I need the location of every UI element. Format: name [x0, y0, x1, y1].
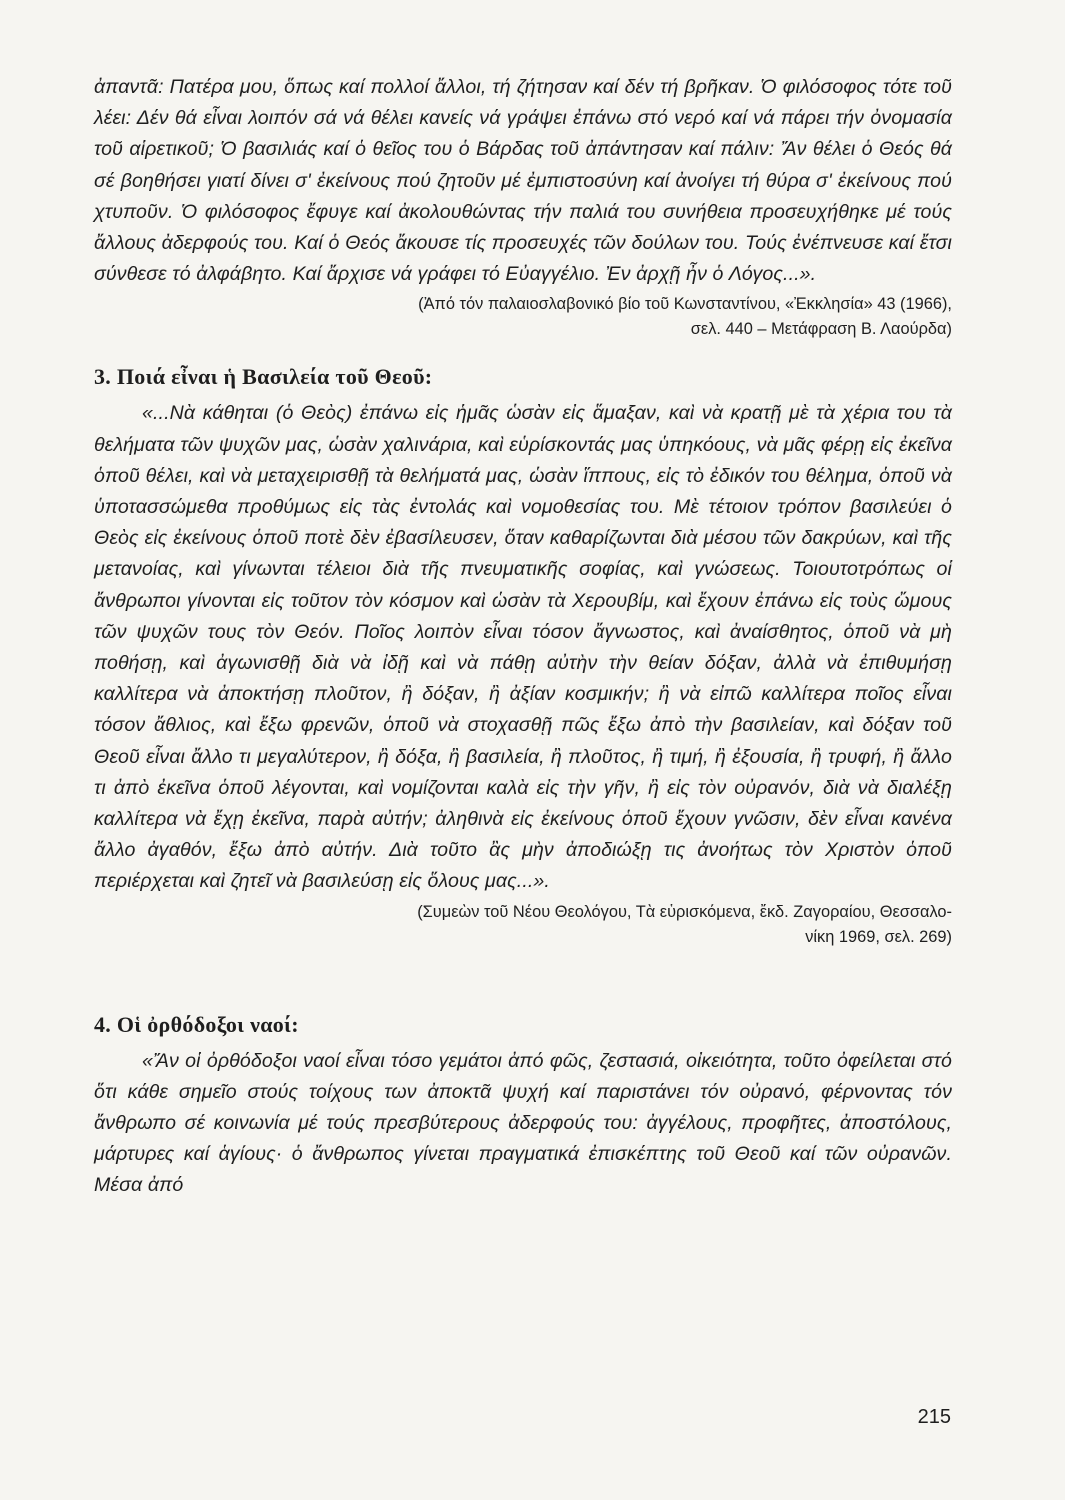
- page-number: 215: [917, 1406, 951, 1428]
- section-3-heading: 3. Ποιά εἶναι ἡ Βασιλεία τοῦ Θεοῦ:: [94, 364, 433, 390]
- intro-source-line-1: (Ἀπό τόν παλαιοσλαβονικό βίο τοῦ Κωνσταντίνου, «Ἐκκλησία» 43 (1966),: [418, 295, 952, 314]
- document-page: [94, 72, 952, 1472]
- section-4-paragraph: «Ἄν οἱ ὀρθόδοξοι ναοί εἶναι τόσο γεμάτοι ἀπό φῶς, ζεστασιά, οἰκειότητα, τοῦτο ὀφείλεται στό ὅτι κάθε σημεῖο στούς τοίχους των ἀποκτᾶ ψυχή καί παριστάνει τόν οὐρανό, φέρνοντας τόν ἄνθρωπο σέ κοινωνία μέ τούς πρεσβύτερους ἀδερφούς του: ἀγγέλους, προφῆτες, ἀποστόλους, μάρτυρες καί ἁγίους· ὁ ἄνθρωπος γίνεται πραγματικά ἐπισκέπτης τοῦ Θεοῦ καί τῶν οὐρανῶν. Μέσα ἀπό: [94, 1049, 952, 1197]
- intro-source-citation: [94, 292, 952, 342]
- section-3-source-line-2: νίκη 1969, σελ. 269): [805, 927, 952, 946]
- intro-paragraph: ἀπαντᾶ: Πατέρα μου, ὅπως καί πολλοί ἄλλοι, τή ζήτησαν καί δέν τή βρῆκαν. Ὁ φιλόσοφος τότε τοῦ λέει: Δέν θά εἶναι λοιπόν σά νά θέλει κανείς νά γράψει ἐπάνω στό νερό καί νά πάρει τήν ὀνομασία τοῦ αἱρετικοῦ; Ὁ βασιλιάς καί ὁ θεῖος του ὁ Βάρδας τοῦ ἀπάντησαν καί πάλιν: Ἄν θέλει ὁ Θεός θά σέ βοηθήσει γιατί δίνει σ' ἐκείνους πού ζητοῦν μέ ἐμπιστοσύνη καί ἀνοίγει τή θύρα σ' ἐκείνους πού χτυποῦν. Ὁ φιλόσοφος ἔφυγε καί ἀκολουθώντας τήν παλιά του συνήθεια προσευχήθηκε μέ τούς ἄλλους ἀδερφούς του. Καί ὁ Θεός ἄκουσε τίς προσευχές τῶν δούλων του. Τούς ἐνέπνευσε καί ἔτσι σύνθεσε τό ἀλφάβητο. Καί ἄρχισε νά γράφει τό Εὐαγγέλιο. Ἐν ἀρχῇ ἦν ὁ Λόγος...».: [94, 76, 952, 286]
- section-3-source-line-1: (Συμεὼν τοῦ Νέου Θεολόγου, Τὰ εὑρισκόμενα, ἔκδ. Ζαγοραίου, Θεσσαλο-: [417, 902, 952, 921]
- section-3-paragraph: «...Νὰ κάθηται (ὁ Θεὸς) ἐπάνω εἰς ἡμᾶς ὡσὰν εἰς ἅμαξαν, καὶ νὰ κρατῇ μὲ τὰ χέρια του τὰ θελήματα τῶν ψυχῶν μας, ὡσὰν χαλινάρια, καὶ εὑρίσκοντάς μας ὑπηκόους, νὰ μᾶς φέρῃ εἰς ἐκεῖνα ὁποῦ θέλει, καὶ νὰ μεταχειρισθῇ τὰ θελήματά μας, ὡσὰν ἵππους, εἰς τὸ ἐδικόν του θέλημα, ὁποῦ νὰ ὑποτασσώμεθα προθύμως εἰς τὰς ἐντολάς καὶ νομοθεσίας του. Μὲ τέτοιον τρόπον βασιλεύει ὁ Θεὸς εἰς ἐκείνους ὁποῦ ποτὲ δὲν ἐβασίλευσεν, ὅταν καθαρίζωνται διὰ μέσου τῶν δακρύων, καὶ τῆς μετανοίας, καὶ γίνωνται τέλειοι διὰ τῆς πνευματικῆς σοφίας, καὶ γνώσεως. Τοιουτοτρόπως οἱ ἄνθρωποι γίνονται εἰς τοῦτον τὸν κόσμον καὶ ὡσὰν τὰ Χερουβίμ, καὶ ἔχουν ἐπάνω εἰς τοὺς ὤμους τῶν ψυχῶν τους τὸν Θεόν. Ποῖος λοιπὸν εἶναι τόσον ἄγνωστος, καὶ ἀναίσθητος, ὁποῦ νὰ μὴ ποθήσῃ, καὶ ἀγωνισθῇ διὰ νὰ ἰδῇ καὶ νὰ πάθῃ αὐτὴν τὴν θείαν δόξαν, ἀλλὰ νὰ ἐπιθυμήσῃ καλλίτερα νὰ ἀποκτήσῃ πλοῦτον, ἢ δόξαν, ἢ ἀξίαν κοσμικήν; ἢ νὰ εἰπῶ καλλίτερα ποῖος εἶναι τόσον ἄθλιος, καὶ ἔξω φρενῶν, ὁποῦ νὰ στοχασθῇ πῶς ἔξω ἀπὸ τὴν βασιλείαν, καὶ δόξαν τοῦ Θεοῦ εἶναι ἄλλο τι μεγαλύτερον, ἢ δόξα, ἢ βασιλεία, ἢ πλοῦτος, ἢ τιμή, ἢ ἐξουσία, ἢ τρυφή, ἢ ἄλλο τι ἀπὸ ἐκεῖνα ὁποῦ λέγονται, καὶ νομίζονται καλὰ εἰς τὴν γῆν, ἢ εἰς τὸν οὐρανόν, διὰ νὰ διαλέξῃ καλλίτερα νὰ ἔχῃ ἐκεῖνα, παρὰ αὐτήν; ἀληθινὰ εἰς ἐκείνους ὁποῦ ἔχουν γνῶσιν, δὲν εἶναι κανένα ἄλλο ἀγαθόν, ἔξω ἀπὸ αὐτήν. Διὰ τοῦτο ἂς μὴν ἀποδιώξῃ τις ἀνοήτως τὸν Χριστὸν ὁποῦ περιέρχεται καὶ ζητεῖ νὰ βασιλεύσῃ εἰς ὅλους μας...».: [94, 402, 952, 893]
- section-3-source-citation: [94, 900, 952, 950]
- section-4-heading: 4. Οἱ ὀρθόδοξοι ναοί:: [94, 1011, 299, 1037]
- intro-source-line-2: σελ. 440 – Μετάφραση Β. Λαούρδα): [690, 320, 952, 339]
